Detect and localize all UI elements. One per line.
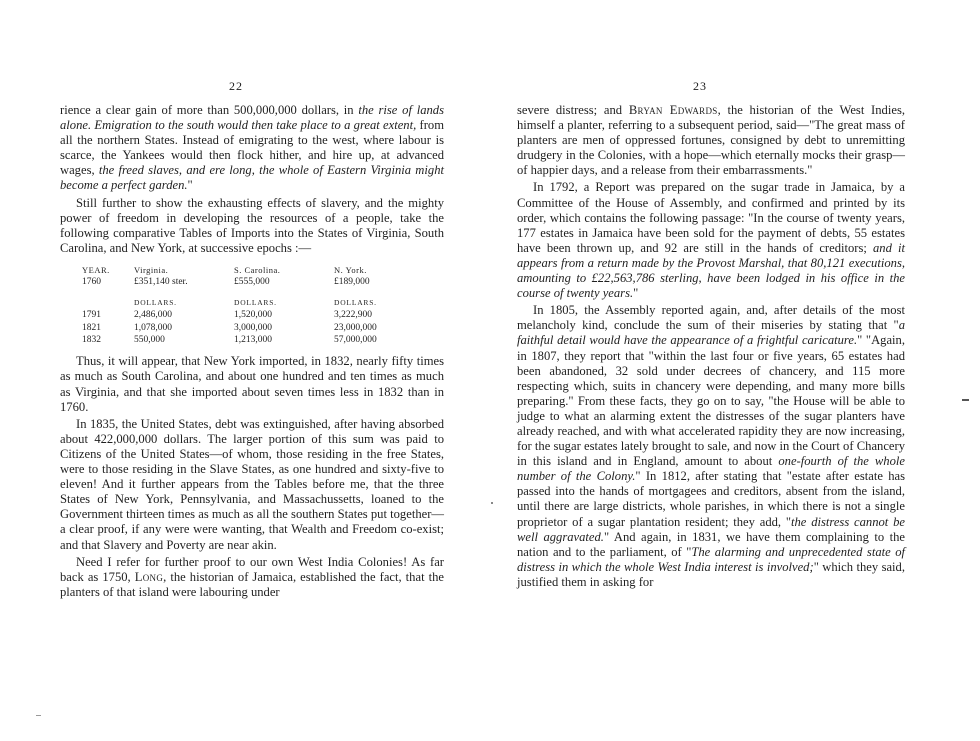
table-cell: 3,000,000 — [234, 322, 272, 333]
paragraph: In 1805, the Assembly reported again, and, after details of the most melancholy kind, conclude the sum of their miseries by stating that "a faithful detail would have the appearance of a frightful caricature." "Again, in 1807, they report that "within the last four or five years, 65 estates had been abandoned, 32 sold under decrees of chancery, and 115 more respecting which, suits in chancery were depending, and many more bills preparing." From these facts, they go on to say, "the House will be able to judge to what an alarming extent the distresses of the sugar planters have already reached, and with what accelerated rapidity they are now increasing, for the sugar estates lately brought to sale, and now in the Court of Chancery in this island and in England, amount to about one-fourth of the whole number of the Colony." In 1812, after stating that "estate after estate has passed into the hands of mortgagees and creditors, absent from the island, until there are large districts, whole parishes, in which there is not a single proprietor of a sugar plantation resident; they add, "the distress cannot be well aggravated." And again, in 1831, we have them complaining to the nation and to the parliament, of "The alarming and unprecedented state of distress in which the whole West India interest is involved;" which they said, justified them in asking for — [517, 303, 906, 589]
header-cell: S. Carolina. — [234, 264, 281, 275]
page-number: 22 — [229, 79, 243, 93]
page-number: 23 — [693, 79, 707, 93]
table-cell: £555,000 — [234, 277, 270, 288]
table-cell: 1791 — [82, 310, 101, 321]
table-cell: 1,078,000 — [134, 322, 172, 333]
table-row — [82, 322, 412, 334]
table-row — [82, 276, 412, 288]
header-cell: Virginia. — [134, 264, 169, 275]
paragraph: rience a clear gain of more than 500,000,000 dollars, in the rise of lands alone. Emigration to the south would then take place to a great extent, from all the northern States. Instead of emigrating to the west, where labour is scarce, the Yankees would then flock hither, and hire up, at advanced wages, the freed slaves, and ere long, the whole of Eastern Virginia might become a perfect garden." — [60, 103, 445, 193]
table-cell: 1821 — [82, 322, 101, 333]
table-units-row — [82, 297, 412, 309]
scan-tick-mark — [36, 715, 41, 716]
table-cell: 1,213,000 — [234, 334, 272, 345]
paragraph: Still further to show the exhausting effects of slavery, and the mighty power of freedom in developing the resources of a people, take the following comparative Tables of Imports into the States of Virginia, South Carolina, and New York, at successive epochs :— — [60, 195, 444, 255]
table-cell: 1832 — [82, 334, 101, 345]
table-cell: 1,520,000 — [234, 310, 272, 321]
header-cell: N. York. — [334, 264, 367, 275]
paragraph: severe distress; and Bryan Edwards, the historian of the West Indies, himself a planter, referring to a subsequent period, said—"The great mass of planters are men of oppressed fortunes, consigned by debt to unremitting drudgery in the Colonies, with a hope—which eternally mocks their grasp—of happier days, and a release from their embarrassments." — [517, 103, 905, 178]
imports-table — [82, 264, 412, 346]
unit-cell: DOLLARS. — [234, 297, 277, 307]
paragraph: In 1792, a Report was prepared on the sugar trade in Jamaica, by a Committee of the House of Assembly, and confirmed and printed by its order, which contains the following passage: "In the course of twenty years, 177 estates in Jamaica have been sold for the payment of debts, 55 estates have been thrown up, and 92 are still in the hands of creditors; and it appears from a return made by the Provost Marshal, that 80,121 executions, amounting to £22,563,786 sterling, have been lodged in his office in the course of twenty years." — [517, 180, 905, 301]
paragraph: Thus, it will appear, that New York imported, in 1832, nearly fifty times as much as South Carolina, and about one hundred and ten times as much as Virginia, and that she imported about seven times less in 1832 than in 1760. — [60, 354, 444, 414]
right-page — [490, 0, 980, 741]
unit-cell — [82, 297, 134, 309]
right-page-text — [517, 103, 905, 590]
table-cell: 57,000,000 — [334, 334, 377, 345]
table-row — [82, 334, 412, 346]
table-cell: £189,000 — [334, 277, 370, 288]
left-page-text — [60, 103, 444, 600]
scan-dash-mark — [962, 399, 969, 401]
table-cell: 550,000 — [134, 334, 165, 345]
table-cell: 3,222,900 — [334, 310, 372, 321]
table-cell: 23,000,000 — [334, 322, 377, 333]
table-row — [82, 309, 412, 321]
header-cell: YEAR. — [82, 264, 110, 275]
table-cell: 1760 — [82, 277, 101, 288]
paragraph: Need I refer for further proof to our own West India Colonies! As far back as 1750, Long, the historian of Jamaica, established the fact, that the planters of that island were labouring under — [60, 554, 445, 599]
unit-cell: DOLLARS. — [134, 297, 177, 307]
table-header-row — [82, 264, 412, 276]
unit-cell: DOLLARS. — [334, 297, 377, 307]
scan-dot-mark — [491, 502, 493, 504]
paragraph: In 1835, the United States, debt was extinguished, after having absorbed about 422,000,000 dollars. The larger portion of this sum was paid to Citizens of the United States—of whom, those residing in the free States, were to those residing in the Slave States, as one hundred and sixty-five to eleven! And it further appears from the Tables before me, that the three States of New York, Pennsylvania, and Massachussetts, loaned to the Government thirteen times as much as all the southern States put together—a clear proof, if any were were wanting, that Wealth and Freedom co-exist; and that Slavery and Poverty are near akin. — [60, 416, 444, 552]
table-cell: 2,486,000 — [134, 310, 172, 321]
table-cell: £351,140 ster. — [134, 277, 188, 288]
